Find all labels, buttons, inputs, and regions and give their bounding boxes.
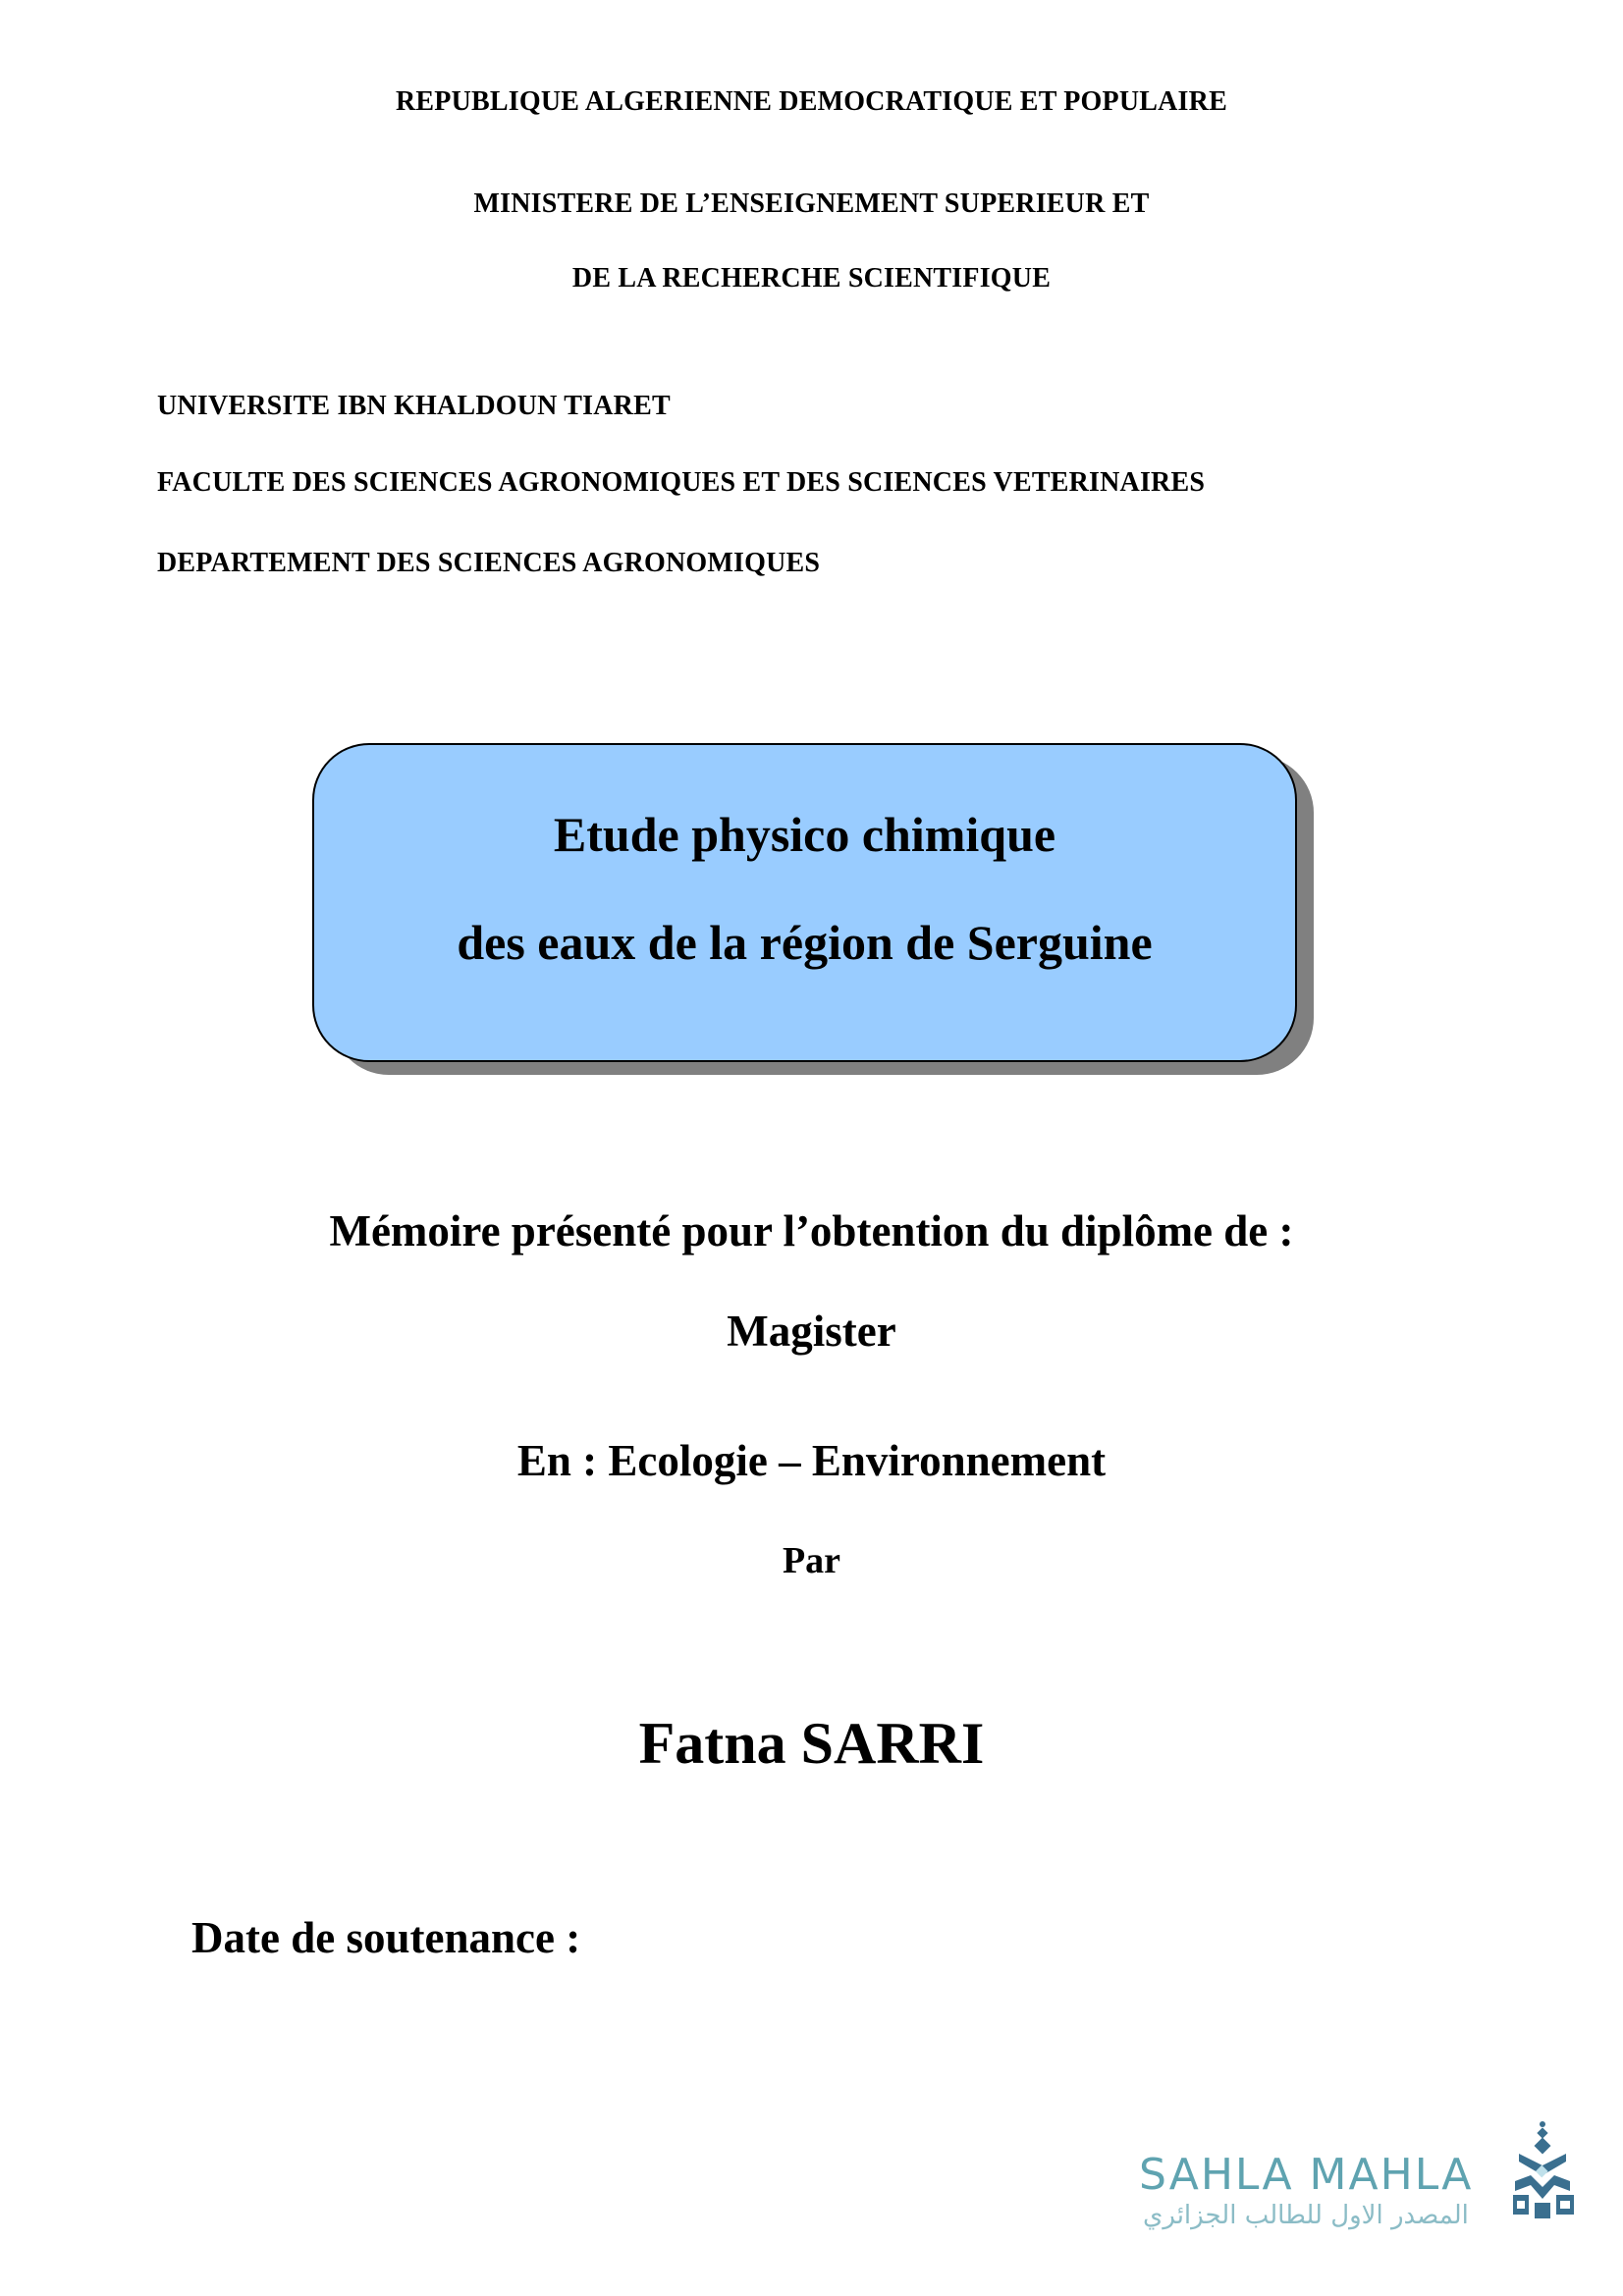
degree-name: Magister: [727, 1307, 896, 1356]
logo-tagline: المصدر الاول للطالب الجزائري: [1143, 2201, 1469, 2230]
degree-field: En : Ecologie – Environnement: [516, 1436, 1107, 1485]
country-heading: REPUBLIQUE ALGERIENNE DEMOCRATIQUE ET POPULAIRE: [396, 86, 1227, 117]
ministry-line-2: DE LA RECHERCHE SCIENTIFIQUE: [571, 263, 1052, 294]
title-line-1: Etude physico chimique: [553, 807, 1056, 862]
author-name: Fatna SARRI: [638, 1711, 985, 1776]
title-line-2: des eaux de la région de Serguine: [457, 915, 1153, 970]
sahla-mahla-logo: [1139, 2120, 1591, 2228]
department-name: DEPARTEMENT DES SCIENCES AGRONOMIQUES: [157, 548, 821, 578]
logo-brand-text: SAHLA MAHLA: [1139, 2150, 1474, 2200]
degree-intro: Mémoire présenté pour l’obtention du diplôme de :: [329, 1206, 1294, 1255]
by-label: Par: [782, 1540, 841, 1581]
university-name: UNIVERSITE IBN KHALDOUN TIARET: [157, 391, 671, 421]
defense-date-label: Date de soutenance :: [191, 1913, 581, 1962]
ministry-line-1: MINISTERE DE L’ENSEIGNEMENT SUPERIEUR ET: [473, 188, 1150, 219]
faculty-name: FACULTE DES SCIENCES AGRONOMIQUES ET DES SCIENCES VETERINAIRES: [157, 467, 1206, 498]
title-box: [312, 743, 1297, 1062]
logo-emblem-icon: [1507, 2120, 1586, 2223]
